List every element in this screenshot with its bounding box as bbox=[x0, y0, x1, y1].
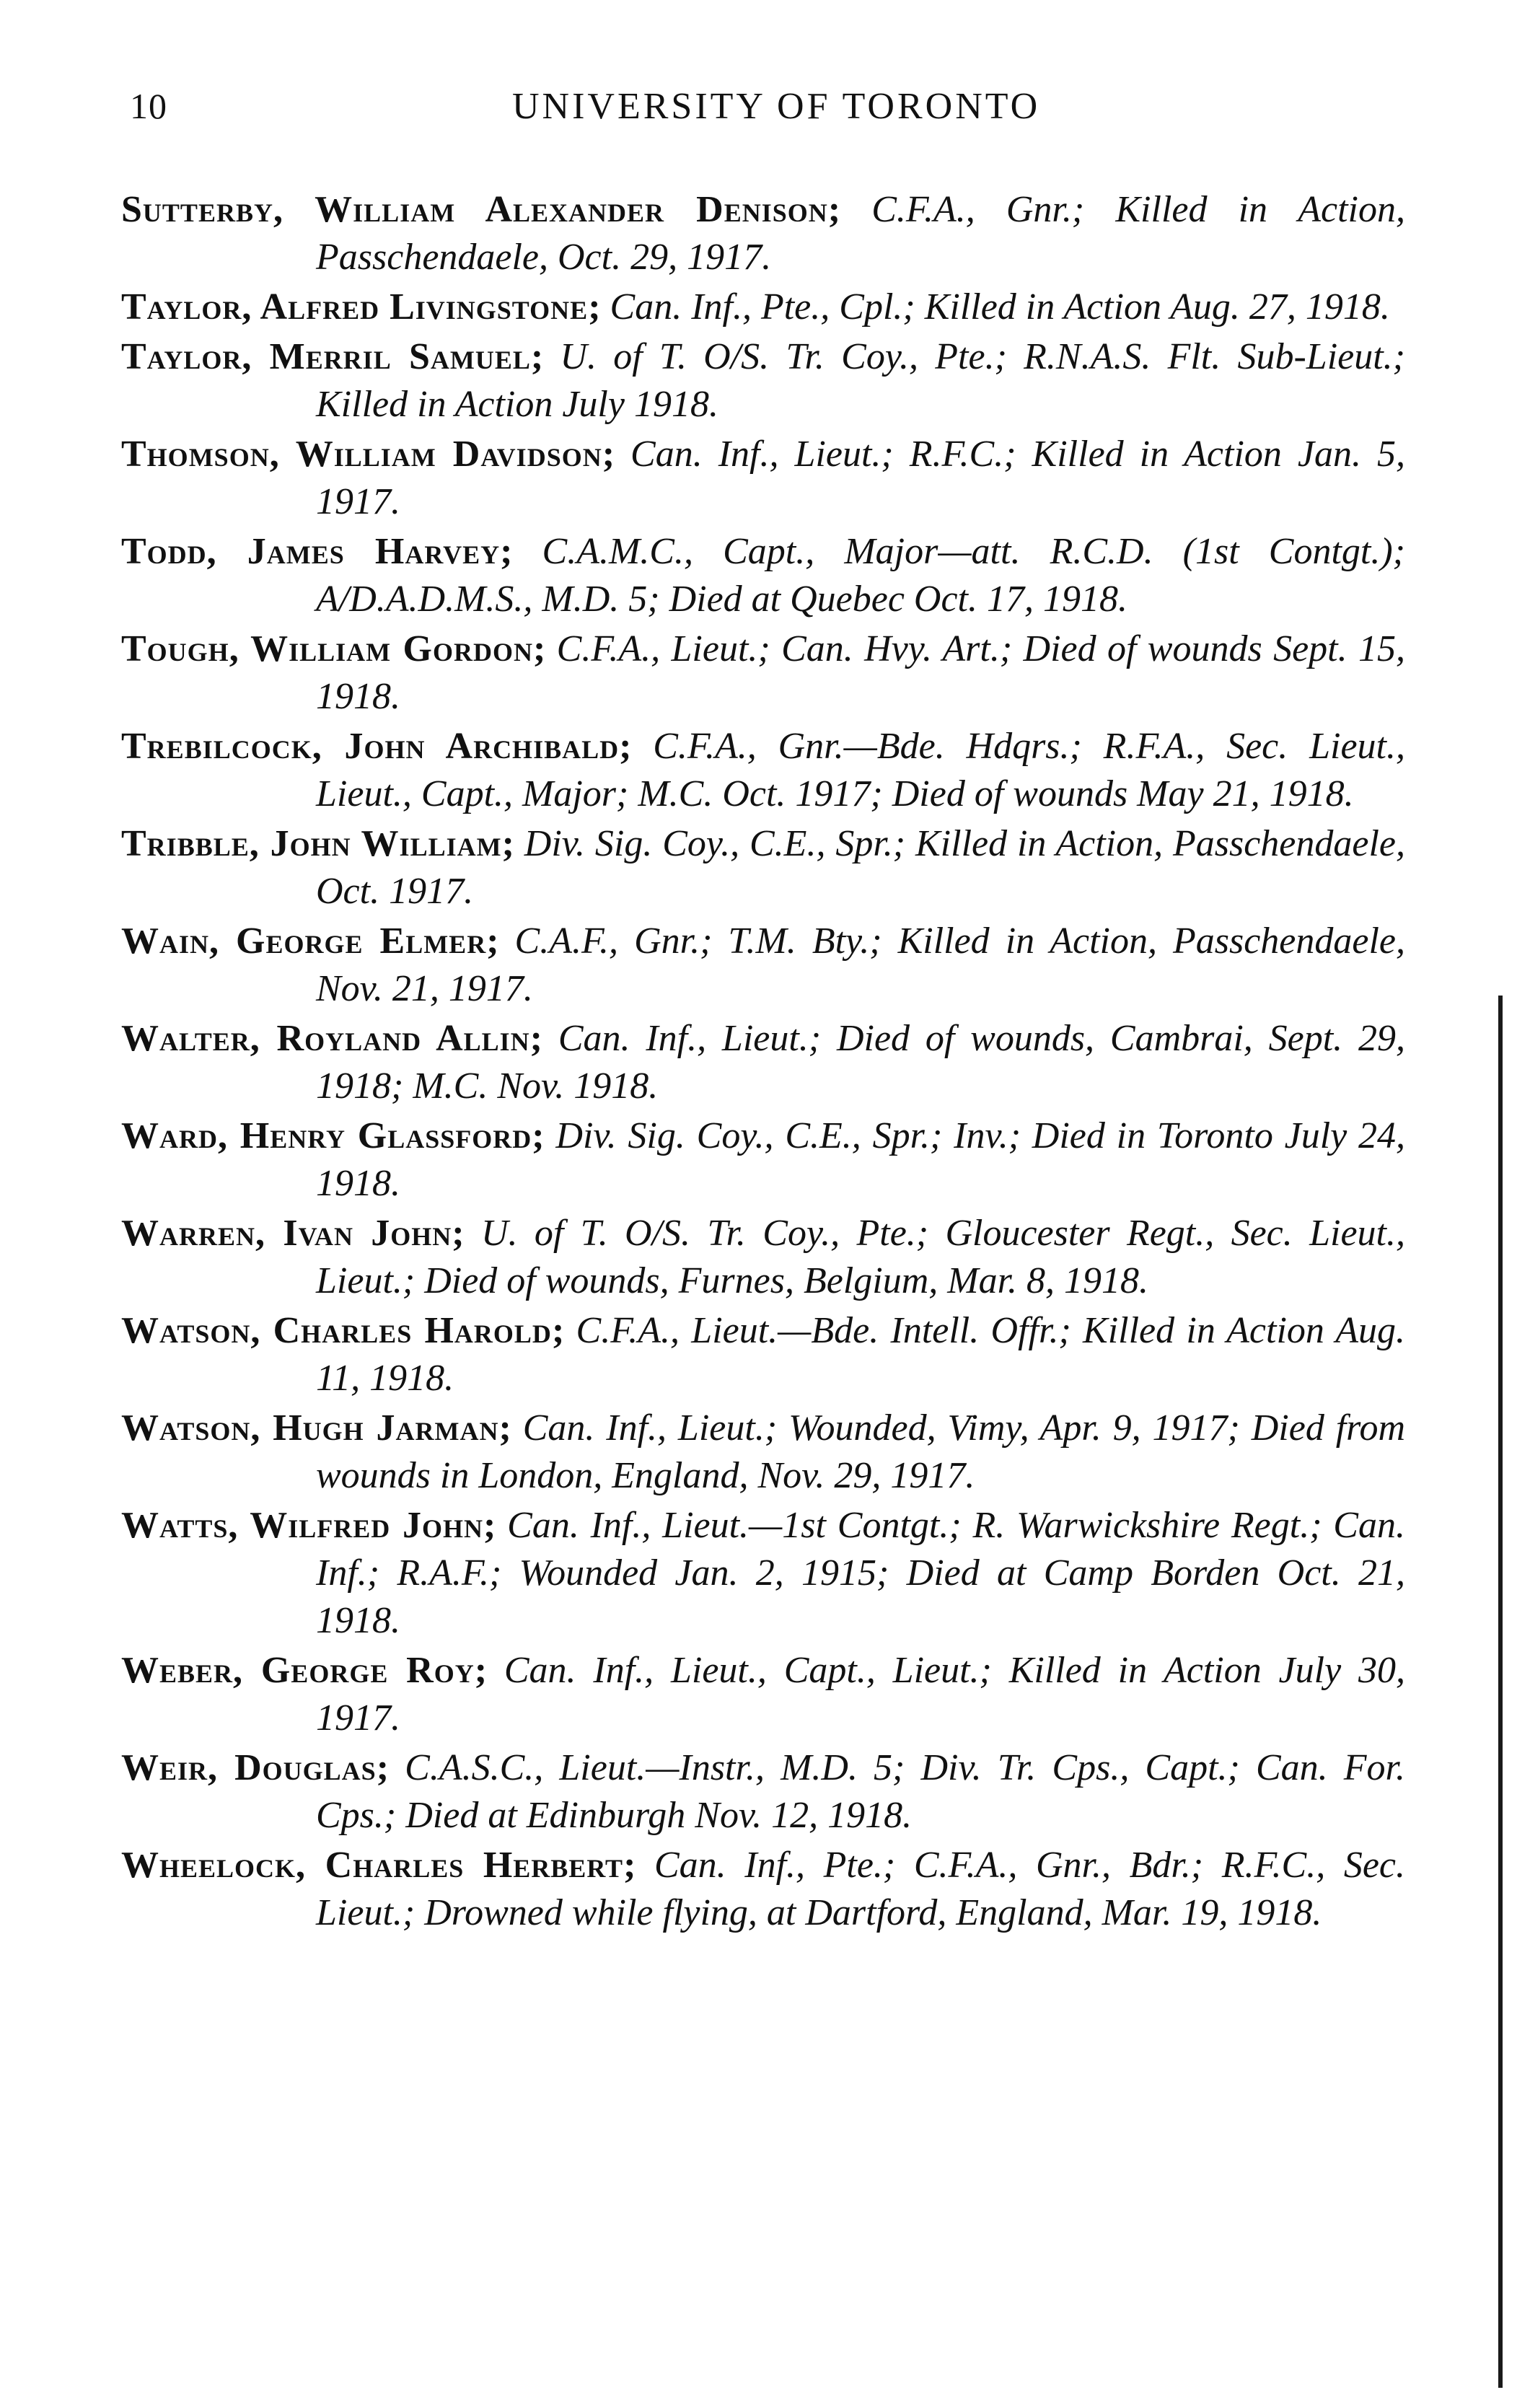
entry-details: Can. Inf., Lieut.; R.F.C.; Killed in Action Jan. 5, 1917. bbox=[316, 434, 1405, 522]
entry-name: Trebilcock, John Archibald bbox=[121, 726, 620, 767]
list-item: Walter, Royland Allin; Can. Inf., Lieut.; Died of wounds, Cambrai, Sept. 29, 1918; M.C. Nov. 1918. bbox=[121, 1018, 1405, 1107]
list-item: Wheelock, Charles Herbert; Can. Inf., Pte.; C.F.A., Gnr., Bdr.; R.F.C., Sec. Lieut.; Drowned while flying, at Dartford, England, Mar. 19, 1918. bbox=[121, 1845, 1405, 1933]
entry-details: U. of T. O/S. Tr. Coy., Pte.; R.N.A.S. Flt. Sub-Lieut.; Killed in Action July 1918. bbox=[316, 336, 1405, 425]
list-item: Warren, Ivan John; U. of T. O/S. Tr. Coy., Pte.; Gloucester Regt., Sec. Lieut., Lieut.; Died of wounds, Furnes, Belgium, Mar. 8, 1918. bbox=[121, 1213, 1405, 1301]
list-item: Thomson, William Davidson; Can. Inf., Lieut.; R.F.C.; Killed in Action Jan. 5, 1917. bbox=[121, 434, 1405, 522]
entry-details: Can. Inf., Lieut.; Wounded, Vimy, Apr. 9, 1917; Died from wounds in London, England, Nov. 29, 1917. bbox=[316, 1407, 1405, 1496]
entry-name: Watson, Charles Harold bbox=[121, 1310, 552, 1351]
entry-name: Wheelock, Charles Herbert bbox=[121, 1845, 624, 1886]
entry-details: C.F.A., Lieut.; Can. Hvy. Art.; Died of wounds Sept. 15, 1918. bbox=[316, 628, 1405, 717]
entry-details: Can. Inf., Pte., Cpl.; Killed in Action Aug. 27, 1918. bbox=[610, 286, 1390, 328]
list-item: Weir, Douglas; C.A.S.C., Lieut.—Instr., M.D. 5; Div. Tr. Cps., Capt.; Can. For. Cps.; Died at Edinburgh Nov. 12, 1918. bbox=[121, 1747, 1405, 1836]
list-item: Watson, Hugh Jarman; Can. Inf., Lieut.; Wounded, Vimy, Apr. 9, 1917; Died from wounds in London, England, Nov. 29, 1917. bbox=[121, 1407, 1405, 1496]
entry-details: Can. Inf., Lieut.; Died of wounds, Cambrai, Sept. 29, 1918; M.C. Nov. 1918. bbox=[316, 1018, 1405, 1107]
entry-name: Sutterby, William Alexander Denison bbox=[121, 189, 828, 230]
entry-name: Todd, James Harvey bbox=[121, 531, 501, 572]
entry-details: Can. Inf., Pte.; C.F.A., Gnr., Bdr.; R.F.C., Sec. Lieut.; Drowned while flying, at Dartford, England, Mar. 19, 1918. bbox=[316, 1845, 1405, 1933]
entry-name: Warren, Ivan John bbox=[121, 1213, 452, 1254]
list-item: Taylor, Merril Samuel; U. of T. O/S. Tr. Coy., Pte.; R.N.A.S. Flt. Sub-Lieut.; Killed in Action July 1918. bbox=[121, 336, 1405, 425]
list-item: Weber, George Roy; Can. Inf., Lieut., Capt., Lieut.; Killed in Action July 30, 1917. bbox=[121, 1650, 1405, 1739]
entry-name: Ward, Henry Glassford bbox=[121, 1115, 532, 1156]
entry-name: Tough, William Gordon bbox=[121, 628, 533, 669]
entry-details: C.A.F., Gnr.; T.M. Bty.; Killed in Action, Passchendaele, Nov. 21, 1917. bbox=[316, 920, 1405, 1009]
entry-name: Weber, George Roy bbox=[121, 1650, 475, 1691]
list-item: Sutterby, William Alexander Denison; C.F.A., Gnr.; Killed in Action, Passchendaele, Oct. 29, 1917. bbox=[121, 189, 1405, 278]
page-number: 10 bbox=[130, 86, 167, 126]
entry-details: C.F.A., Gnr.—Bde. Hdqrs.; R.F.A., Sec. Lieut., Lieut., Capt., Major; M.C. Oct. 1917; Died of wounds May 21, 1918. bbox=[316, 726, 1405, 814]
page-header bbox=[115, 85, 1414, 143]
entry-name: Taylor, Merril Samuel bbox=[121, 336, 531, 377]
running-head: UNIVERSITY OF TORONTO bbox=[512, 86, 1041, 127]
list-item: Trebilcock, John Archibald; C.F.A., Gnr.—Bde. Hdqrs.; R.F.A., Sec. Lieut., Lieut., Capt., Major; M.C. Oct. 1917; Died of wounds May 21, 1918. bbox=[121, 726, 1405, 814]
entry-details: Div. Sig. Coy., C.E., Spr.; Killed in Action, Passchendaele, Oct. 1917. bbox=[316, 823, 1405, 912]
list-item: Tribble, John William; Div. Sig. Coy., C.E., Spr.; Killed in Action, Passchendaele, Oct. 1917. bbox=[121, 823, 1405, 912]
entry-details: Can. Inf., Lieut.—1st Contgt.; R. Warwickshire Regt.; Can. Inf.; R.A.F.; Wounded Jan. 2, 1915; Died at Camp Borden Oct. 21, 1918. bbox=[316, 1505, 1405, 1641]
list-item: Watson, Charles Harold; C.F.A., Lieut.—Bde. Intell. Offr.; Killed in Action Aug. 11, 1918. bbox=[121, 1310, 1405, 1399]
entry-name: Watson, Hugh Jarman bbox=[121, 1407, 499, 1449]
scan-edge-line bbox=[1498, 996, 1503, 2388]
list-item: Wain, George Elmer; C.A.F., Gnr.; T.M. Bty.; Killed in Action, Passchendaele, Nov. 21, 1917. bbox=[121, 920, 1405, 1009]
entry-name: Weir, Douglas bbox=[121, 1747, 377, 1788]
entry-details: C.F.A., Gnr.; Killed in Action, Passchendaele, Oct. 29, 1917. bbox=[316, 189, 1405, 278]
list-item: Ward, Henry Glassford; Div. Sig. Coy., C.E., Spr.; Inv.; Died in Toronto July 24, 1918. bbox=[121, 1115, 1406, 1204]
entry-details: Can. Inf., Lieut., Capt., Lieut.; Killed in Action July 30, 1917. bbox=[316, 1650, 1405, 1739]
list-item: Watts, Wilfred John; Can. Inf., Lieut.—1st Contgt.; R. Warwickshire Regt.; Can. Inf.; R.A.F.; Wounded Jan. 2, 1915; Died at Camp Borden Oct. 21, 1918. bbox=[121, 1505, 1405, 1641]
entry-name: Thomson, William Davidson bbox=[121, 434, 602, 475]
entry-name: Walter, Royland Allin bbox=[121, 1018, 530, 1059]
entry-details: C.A.M.C., Capt., Major—att. R.C.D. (1st Contgt.); A/D.A.D.M.S., M.D. 5; Died at Quebec Oct. 17, 1918. bbox=[316, 531, 1405, 620]
entry-name: Wain, George Elmer bbox=[121, 920, 487, 962]
list-item: Tough, William Gordon; C.F.A., Lieut.; Can. Hvy. Art.; Died of wounds Sept. 15, 1918. bbox=[121, 628, 1405, 717]
entry-name: Watts, Wilfred John bbox=[121, 1505, 484, 1546]
entry-details: U. of T. O/S. Tr. Coy., Pte.; Gloucester Regt., Sec. Lieut., Lieut.; Died of wounds, Furnes, Belgium, Mar. 8, 1918. bbox=[316, 1213, 1405, 1301]
entry-name: Taylor, Alfred Livingstone bbox=[121, 286, 589, 328]
list-item: Todd, James Harvey; C.A.M.C., Capt., Major—att. R.C.D. (1st Contgt.); A/D.A.D.M.S., M.D. 5; Died at Quebec Oct. 17, 1918. bbox=[121, 531, 1405, 620]
entry-name: Tribble, John William bbox=[121, 823, 502, 864]
roll-of-honour-list bbox=[121, 186, 1405, 1939]
list-item: Taylor, Alfred Livingstone; Can. Inf., Pte., Cpl.; Killed in Action Aug. 27, 1918. bbox=[121, 286, 1390, 328]
entry-details: Div. Sig. Coy., C.E., Spr.; Inv.; Died in Toronto July 24, 1918. bbox=[316, 1115, 1406, 1204]
entry-details: C.A.S.C., Lieut.—Instr., M.D. 5; Div. Tr. Cps., Capt.; Can. For. Cps.; Died at Edinburgh Nov. 12, 1918. bbox=[316, 1747, 1405, 1836]
entry-details: C.F.A., Lieut.—Bde. Intell. Offr.; Killed in Action Aug. 11, 1918. bbox=[316, 1310, 1405, 1399]
